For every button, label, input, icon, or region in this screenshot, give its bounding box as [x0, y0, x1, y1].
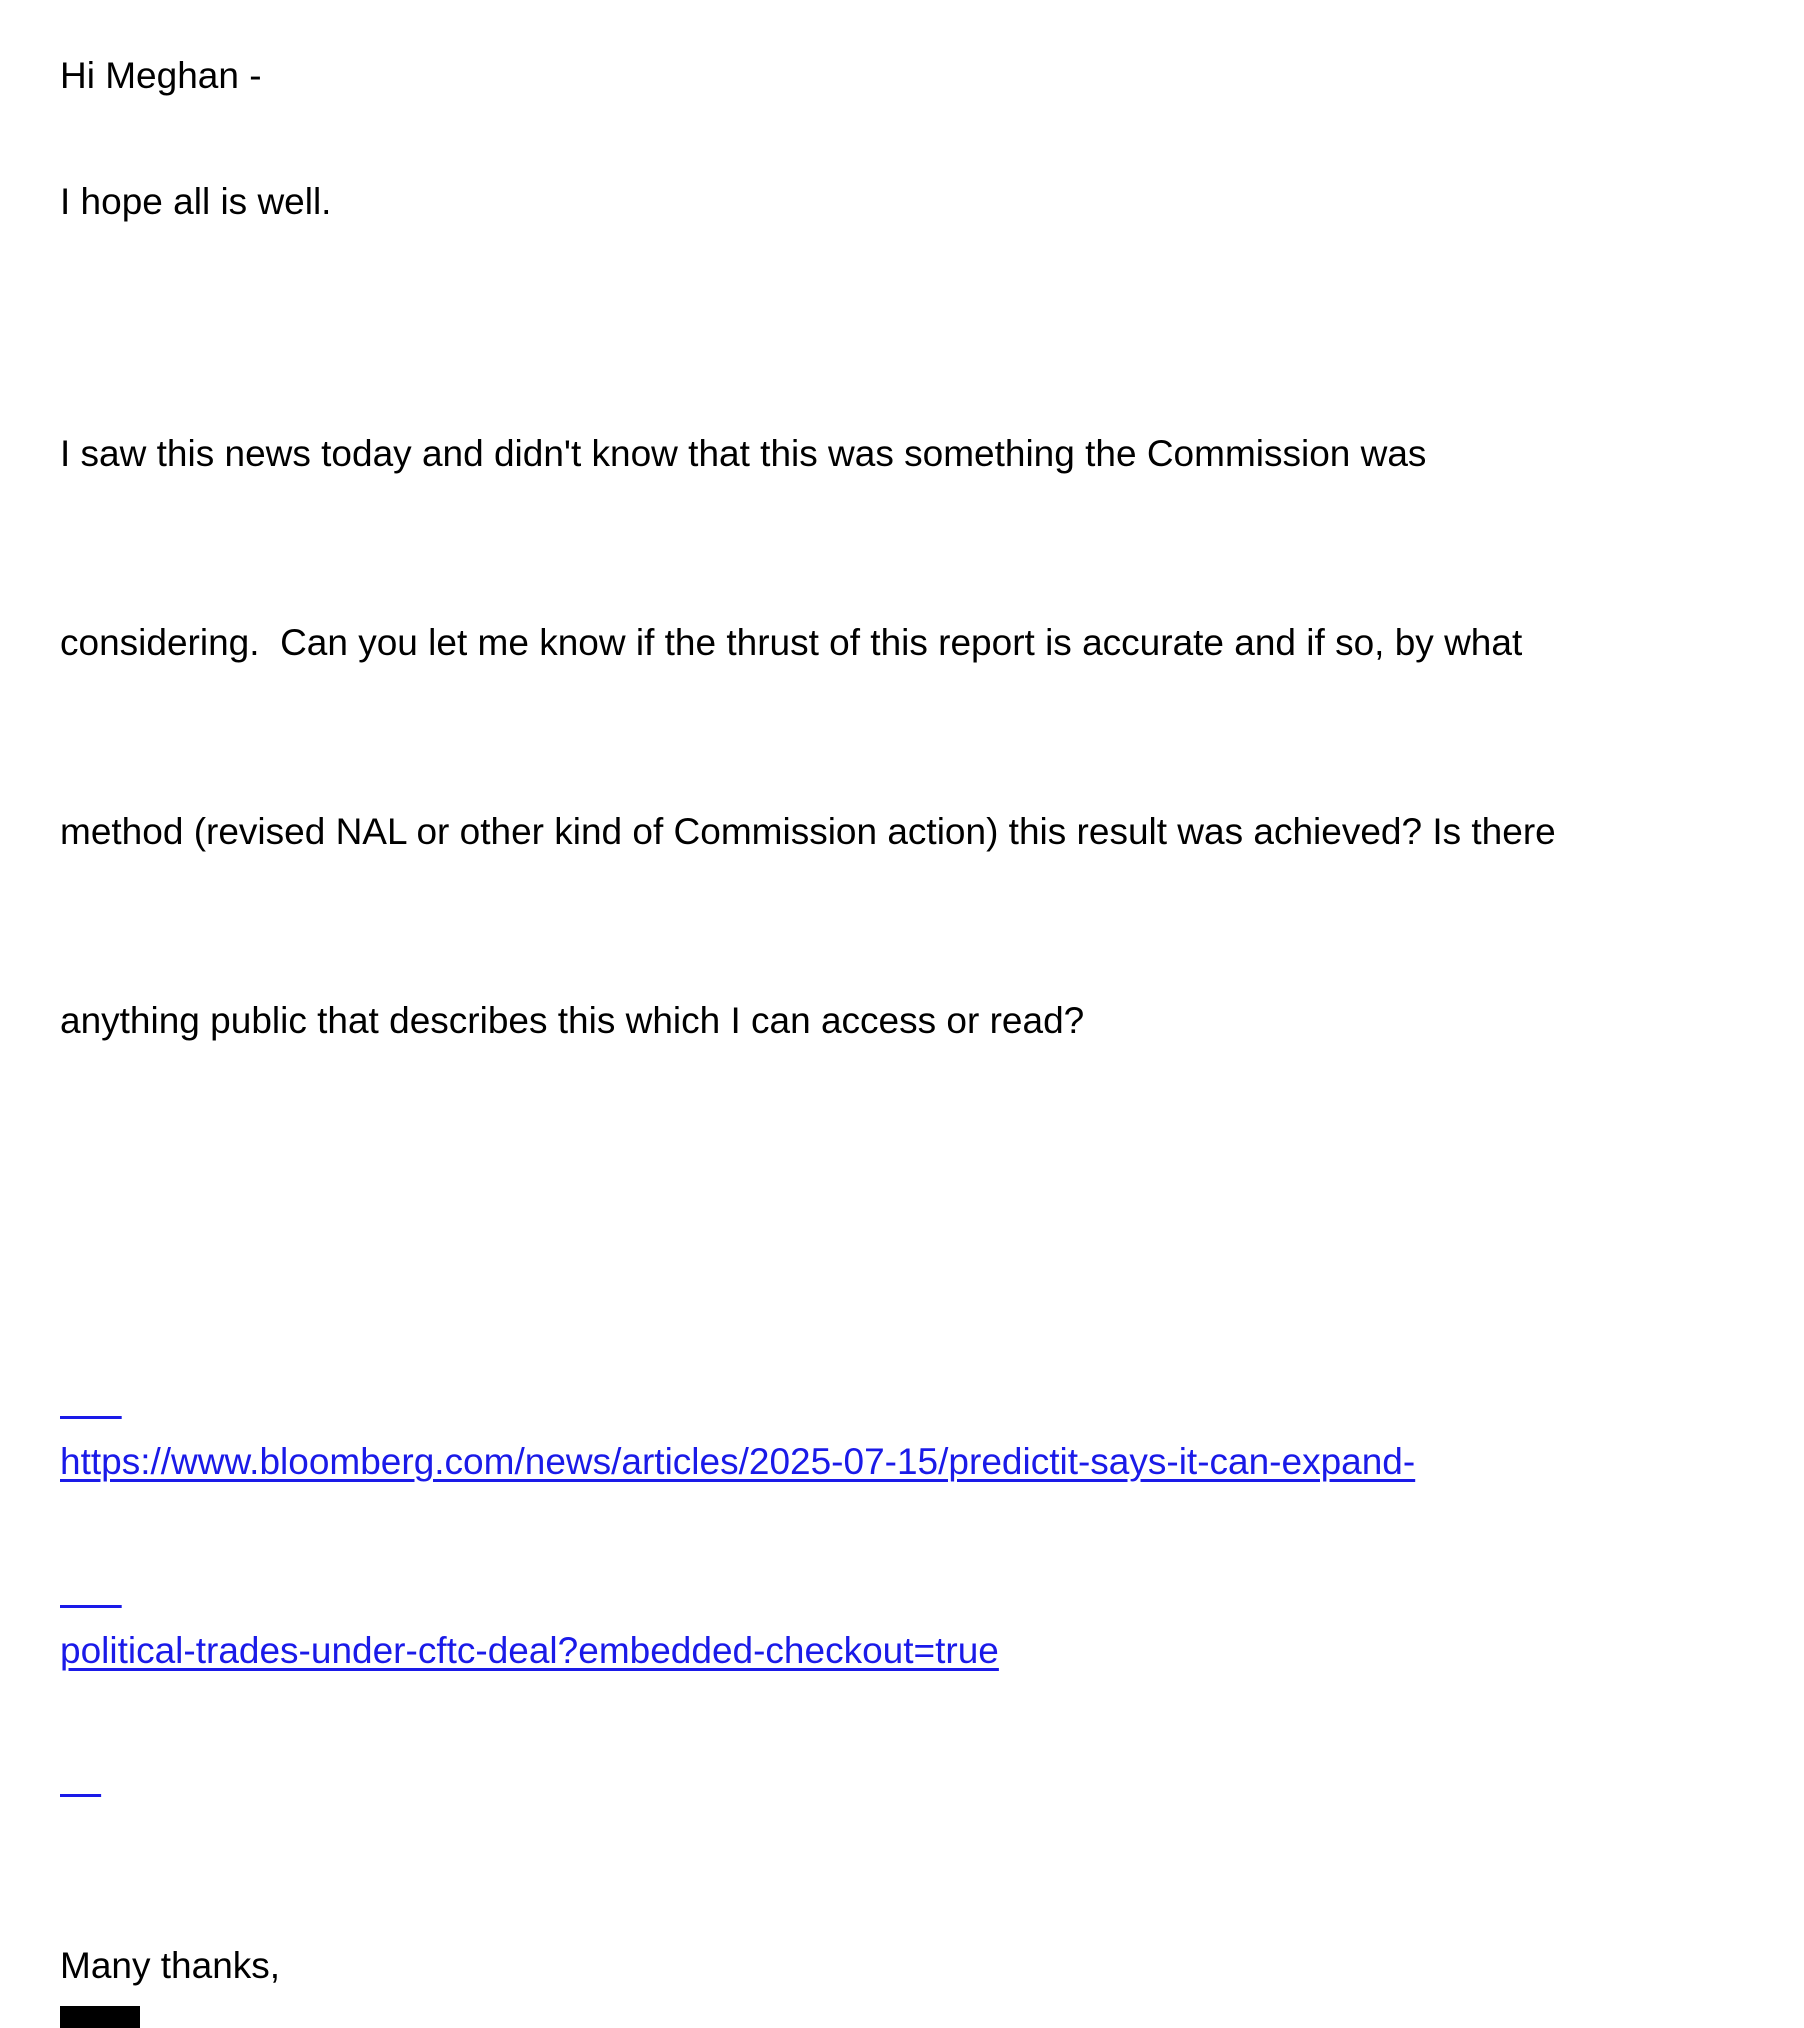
- greeting-line: Hi Meghan -: [60, 55, 262, 96]
- redacted-signature-block: [60, 2006, 140, 2028]
- body-line-1: I saw this news today and didn't know that this was something the Commission was: [60, 433, 1427, 474]
- body-line-4: anything public that describes this which I can access or read?: [60, 1000, 1085, 1041]
- body-line-2: considering. Can you let me know if the thrust of this report is accurate and if so, by what: [60, 622, 1523, 663]
- link-paragraph: [60, 1241, 1764, 1871]
- closing-line: Many thanks,: [60, 1945, 281, 1986]
- body-line-3: method (revised NAL or other kind of Commission action) this result was achieved? Is there: [60, 811, 1556, 852]
- body-paragraph: [60, 296, 1764, 1178]
- link-line-1[interactable]: https://www.bloomberg.com/news/articles/2025-07-15/predictit-says-it-can-expand-: [60, 1441, 1416, 1482]
- bloomberg-article-link[interactable]: [60, 1378, 1764, 1797]
- opening-line: I hope all is well.: [60, 181, 332, 222]
- link-line-2[interactable]: political-trades-under-cftc-deal?embedded-checkout=true: [60, 1630, 999, 1671]
